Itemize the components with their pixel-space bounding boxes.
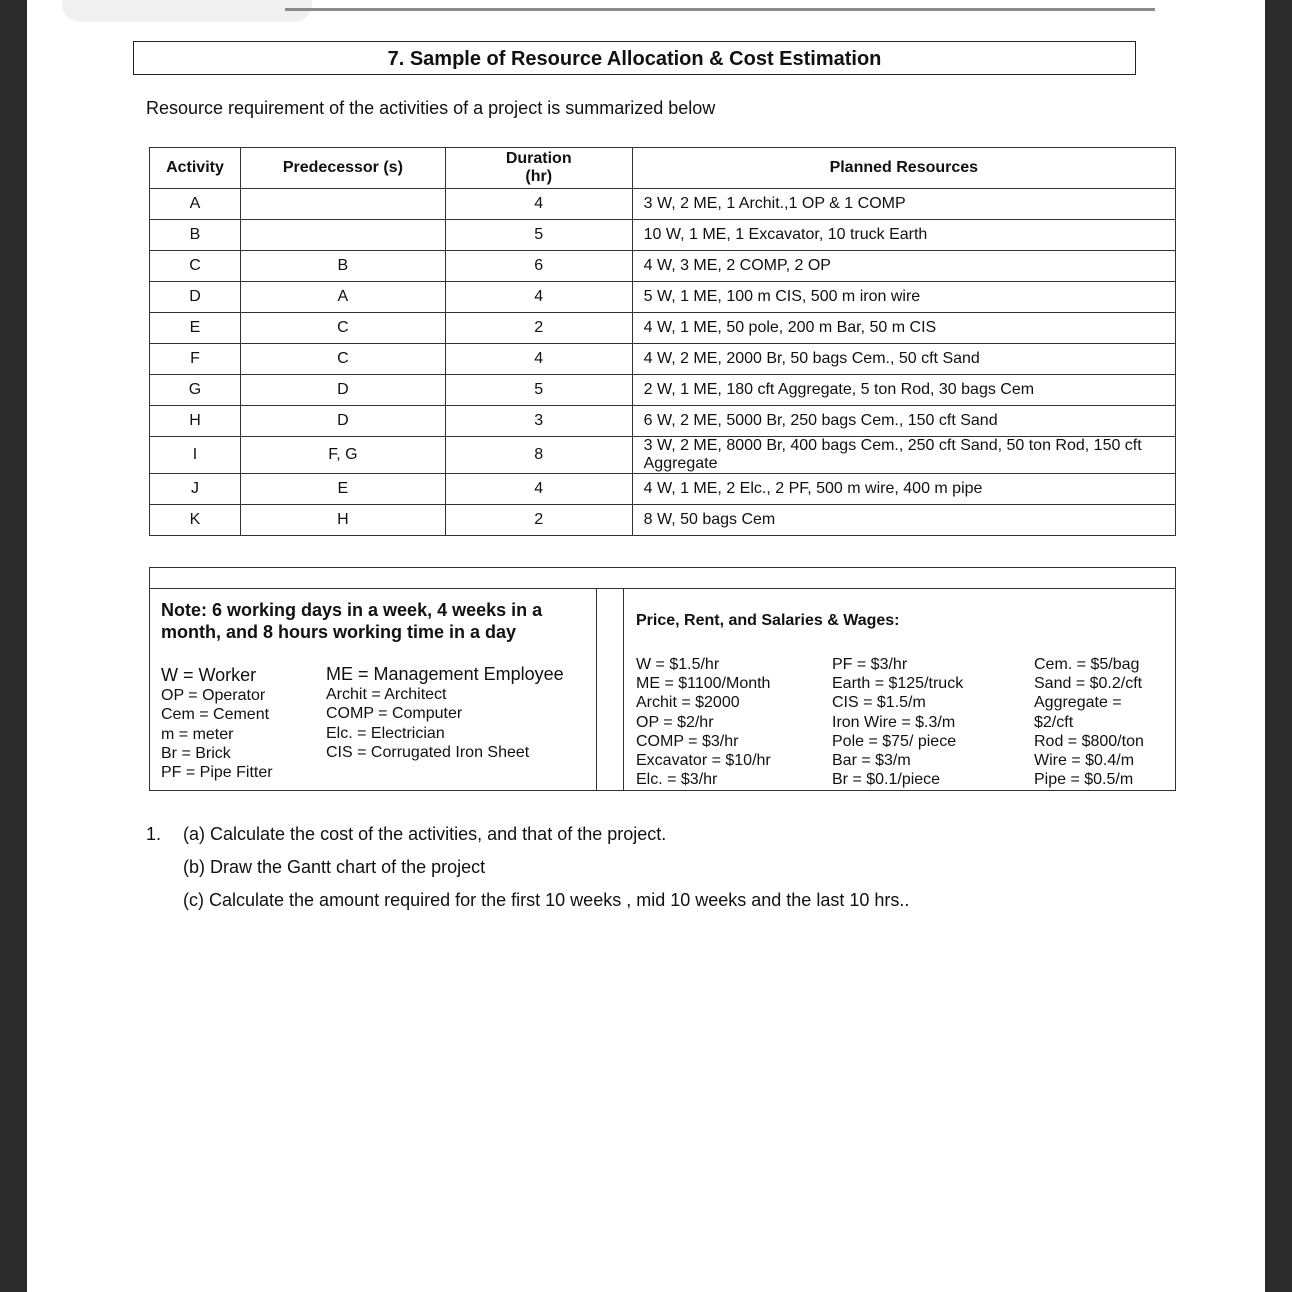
abbreviation-item: ME = Management Employee — [326, 664, 564, 684]
abbreviation-item: W = Worker — [161, 665, 257, 685]
abbreviation-item: Archit = Architect — [326, 686, 447, 703]
resources-cell: 2 W, 1 ME, 180 cft Aggregate, 5 ton Rod, 30 bags Cem — [632, 375, 1175, 406]
price-item: Cem. = $5/bag — [1034, 656, 1140, 673]
activity-cell: F — [150, 344, 241, 375]
predecessor-cell: D — [240, 375, 445, 406]
activity-cell: H — [150, 406, 241, 437]
table-row — [150, 474, 1176, 505]
table-row — [150, 189, 1176, 220]
price-item: Pipe = $0.5/m — [1034, 771, 1134, 789]
header-duration-line2: (hr) — [525, 168, 553, 185]
abbreviation-item: Br = Brick — [161, 744, 231, 762]
predecessor-cell: C — [240, 313, 445, 344]
price-column-2 — [832, 655, 963, 789]
price-item: W = $1.5/hr — [636, 656, 720, 673]
section-title: 7. Sample of Resource Allocation & Cost Estimation — [133, 41, 1136, 75]
table-row — [150, 220, 1176, 251]
price-item: Bar = $3/m — [832, 752, 911, 770]
predecessor-cell — [240, 189, 445, 220]
price-item: COMP = $3/hr — [636, 732, 739, 750]
predecessor-cell: A — [240, 282, 445, 313]
resources-cell: 8 W, 50 bags Cem — [632, 505, 1175, 536]
predecessor-cell: B — [240, 251, 445, 282]
activity-cell: D — [150, 282, 241, 313]
header-rule — [285, 8, 1155, 11]
resources-cell: 10 W, 1 ME, 1 Excavator, 10 truck Earth — [632, 220, 1175, 251]
activity-table — [149, 147, 1176, 536]
abbreviation-item: Elc. = Electrician — [326, 724, 445, 742]
predecessor-cell: E — [240, 474, 445, 505]
price-item: Iron Wire = $.3/m — [832, 713, 956, 731]
price-item: Br = $0.1/piece — [832, 771, 941, 789]
duration-cell: 5 — [445, 220, 632, 251]
table-row — [150, 406, 1176, 437]
duration-cell: 5 — [445, 375, 632, 406]
question-c: (c) Calculate the amount required for the first 10 weeks , mid 10 weeks and the last 10 hrs.. — [183, 890, 910, 910]
question-number: 1. — [146, 824, 162, 844]
resources-cell: 3 W, 2 ME, 1 Archit.,1 OP & 1 COMP — [632, 189, 1175, 220]
predecessor-cell: H — [240, 505, 445, 536]
activity-cell: C — [150, 251, 241, 282]
activity-cell: I — [150, 437, 241, 474]
price-item: $2/cft — [1034, 713, 1074, 731]
duration-cell: 2 — [445, 313, 632, 344]
header-resources: Planned Resources — [632, 148, 1175, 189]
table-row — [150, 437, 1176, 474]
question-a: (a) Calculate the cost of the activities, and that of the project. — [183, 824, 667, 844]
table-header-row — [150, 148, 1176, 189]
top-tab-shape — [62, 0, 312, 22]
table-row — [150, 375, 1176, 406]
table-row — [150, 251, 1176, 282]
abbreviations-left — [161, 665, 273, 782]
duration-cell: 4 — [445, 282, 632, 313]
abbreviation-item: CIS = Corrugated Iron Sheet — [326, 743, 530, 761]
predecessor-cell: D — [240, 406, 445, 437]
abbreviations-right — [326, 664, 564, 762]
document-page — [27, 0, 1265, 1292]
abbreviation-item: PF = Pipe Fitter — [161, 764, 273, 782]
price-item: Aggregate = — [1034, 694, 1122, 712]
resources-cell: 6 W, 2 ME, 5000 Br, 250 bags Cem., 150 cft Sand — [632, 406, 1175, 437]
header-predecessor: Predecessor (s) — [240, 148, 445, 189]
activity-table-body — [150, 189, 1176, 536]
notes-box — [149, 567, 1176, 791]
abbreviation-item: Cem = Cement — [161, 706, 270, 724]
header-duration-line1: Duration — [505, 150, 572, 167]
resources-cell: 4 W, 3 ME, 2 COMP, 2 OP — [632, 251, 1175, 282]
activity-cell: K — [150, 505, 241, 536]
question-b: (b) Draw the Gantt chart of the project — [183, 857, 486, 877]
price-item: Pole = $75/ piece — [832, 732, 957, 750]
price-item: Earth = $125/truck — [832, 675, 964, 693]
duration-cell: 3 — [445, 406, 632, 437]
notes-divider — [623, 588, 624, 790]
duration-cell: 4 — [445, 189, 632, 220]
price-column-3 — [1034, 655, 1144, 789]
table-row — [150, 282, 1176, 313]
intro-text: Resource requirement of the activities of a project is summarized below — [146, 98, 716, 118]
resources-cell: 5 W, 1 ME, 100 m CIS, 500 m iron wire — [632, 282, 1175, 313]
price-item: ME = $1100/Month — [636, 675, 771, 693]
price-heading: Price, Rent, and Salaries & Wages: — [636, 612, 900, 629]
price-item: Excavator = $10/hr — [636, 752, 771, 770]
duration-cell: 8 — [445, 437, 632, 474]
price-item: Wire = $0.4/m — [1034, 752, 1135, 770]
notes-divider — [596, 588, 597, 790]
activity-cell: B — [150, 220, 241, 251]
price-item: CIS = $1.5/m — [832, 694, 926, 712]
activity-cell: E — [150, 313, 241, 344]
resources-cell: 4 W, 1 ME, 2 Elc., 2 PF, 500 m wire, 400 m pipe — [632, 474, 1175, 505]
predecessor-cell: F, G — [240, 437, 445, 474]
activity-cell: J — [150, 474, 241, 505]
resources-cell: 3 W, 2 ME, 8000 Br, 400 bags Cem., 250 cft Sand, 50 ton Rod, 150 cft Aggregate — [632, 437, 1175, 474]
activity-cell: G — [150, 375, 241, 406]
price-item: OP = $2/hr — [636, 713, 714, 731]
predecessor-cell — [240, 220, 445, 251]
price-item: Archit = $2000 — [636, 694, 740, 712]
header-activity: Activity — [150, 148, 241, 189]
note-heading: Note: 6 working days in a week, 4 weeks in a month, and 8 hours working time in a day — [161, 600, 543, 642]
abbreviation-item: COMP = Computer — [326, 705, 463, 723]
abbreviation-item: OP = Operator — [161, 687, 266, 704]
price-item: PF = $3/hr — [832, 656, 908, 673]
duration-cell: 2 — [445, 505, 632, 536]
predecessor-cell: C — [240, 344, 445, 375]
price-column-1 — [636, 655, 771, 789]
duration-cell: 4 — [445, 344, 632, 375]
resources-cell: 4 W, 1 ME, 50 pole, 200 m Bar, 50 m CIS — [632, 313, 1175, 344]
table-row — [150, 344, 1176, 375]
duration-cell: 6 — [445, 251, 632, 282]
table-row — [150, 313, 1176, 344]
price-item: Sand = $0.2/cft — [1034, 675, 1143, 693]
resources-cell: 4 W, 2 ME, 2000 Br, 50 bags Cem., 50 cft Sand — [632, 344, 1175, 375]
duration-cell: 4 — [445, 474, 632, 505]
abbreviation-item: m = meter — [161, 725, 234, 743]
activity-cell: A — [150, 189, 241, 220]
price-item: Elc. = $3/hr — [636, 771, 718, 789]
table-row — [150, 505, 1176, 536]
header-duration — [445, 148, 632, 189]
price-item: Rod = $800/ton — [1034, 732, 1144, 750]
notes-top-band — [150, 568, 1175, 589]
